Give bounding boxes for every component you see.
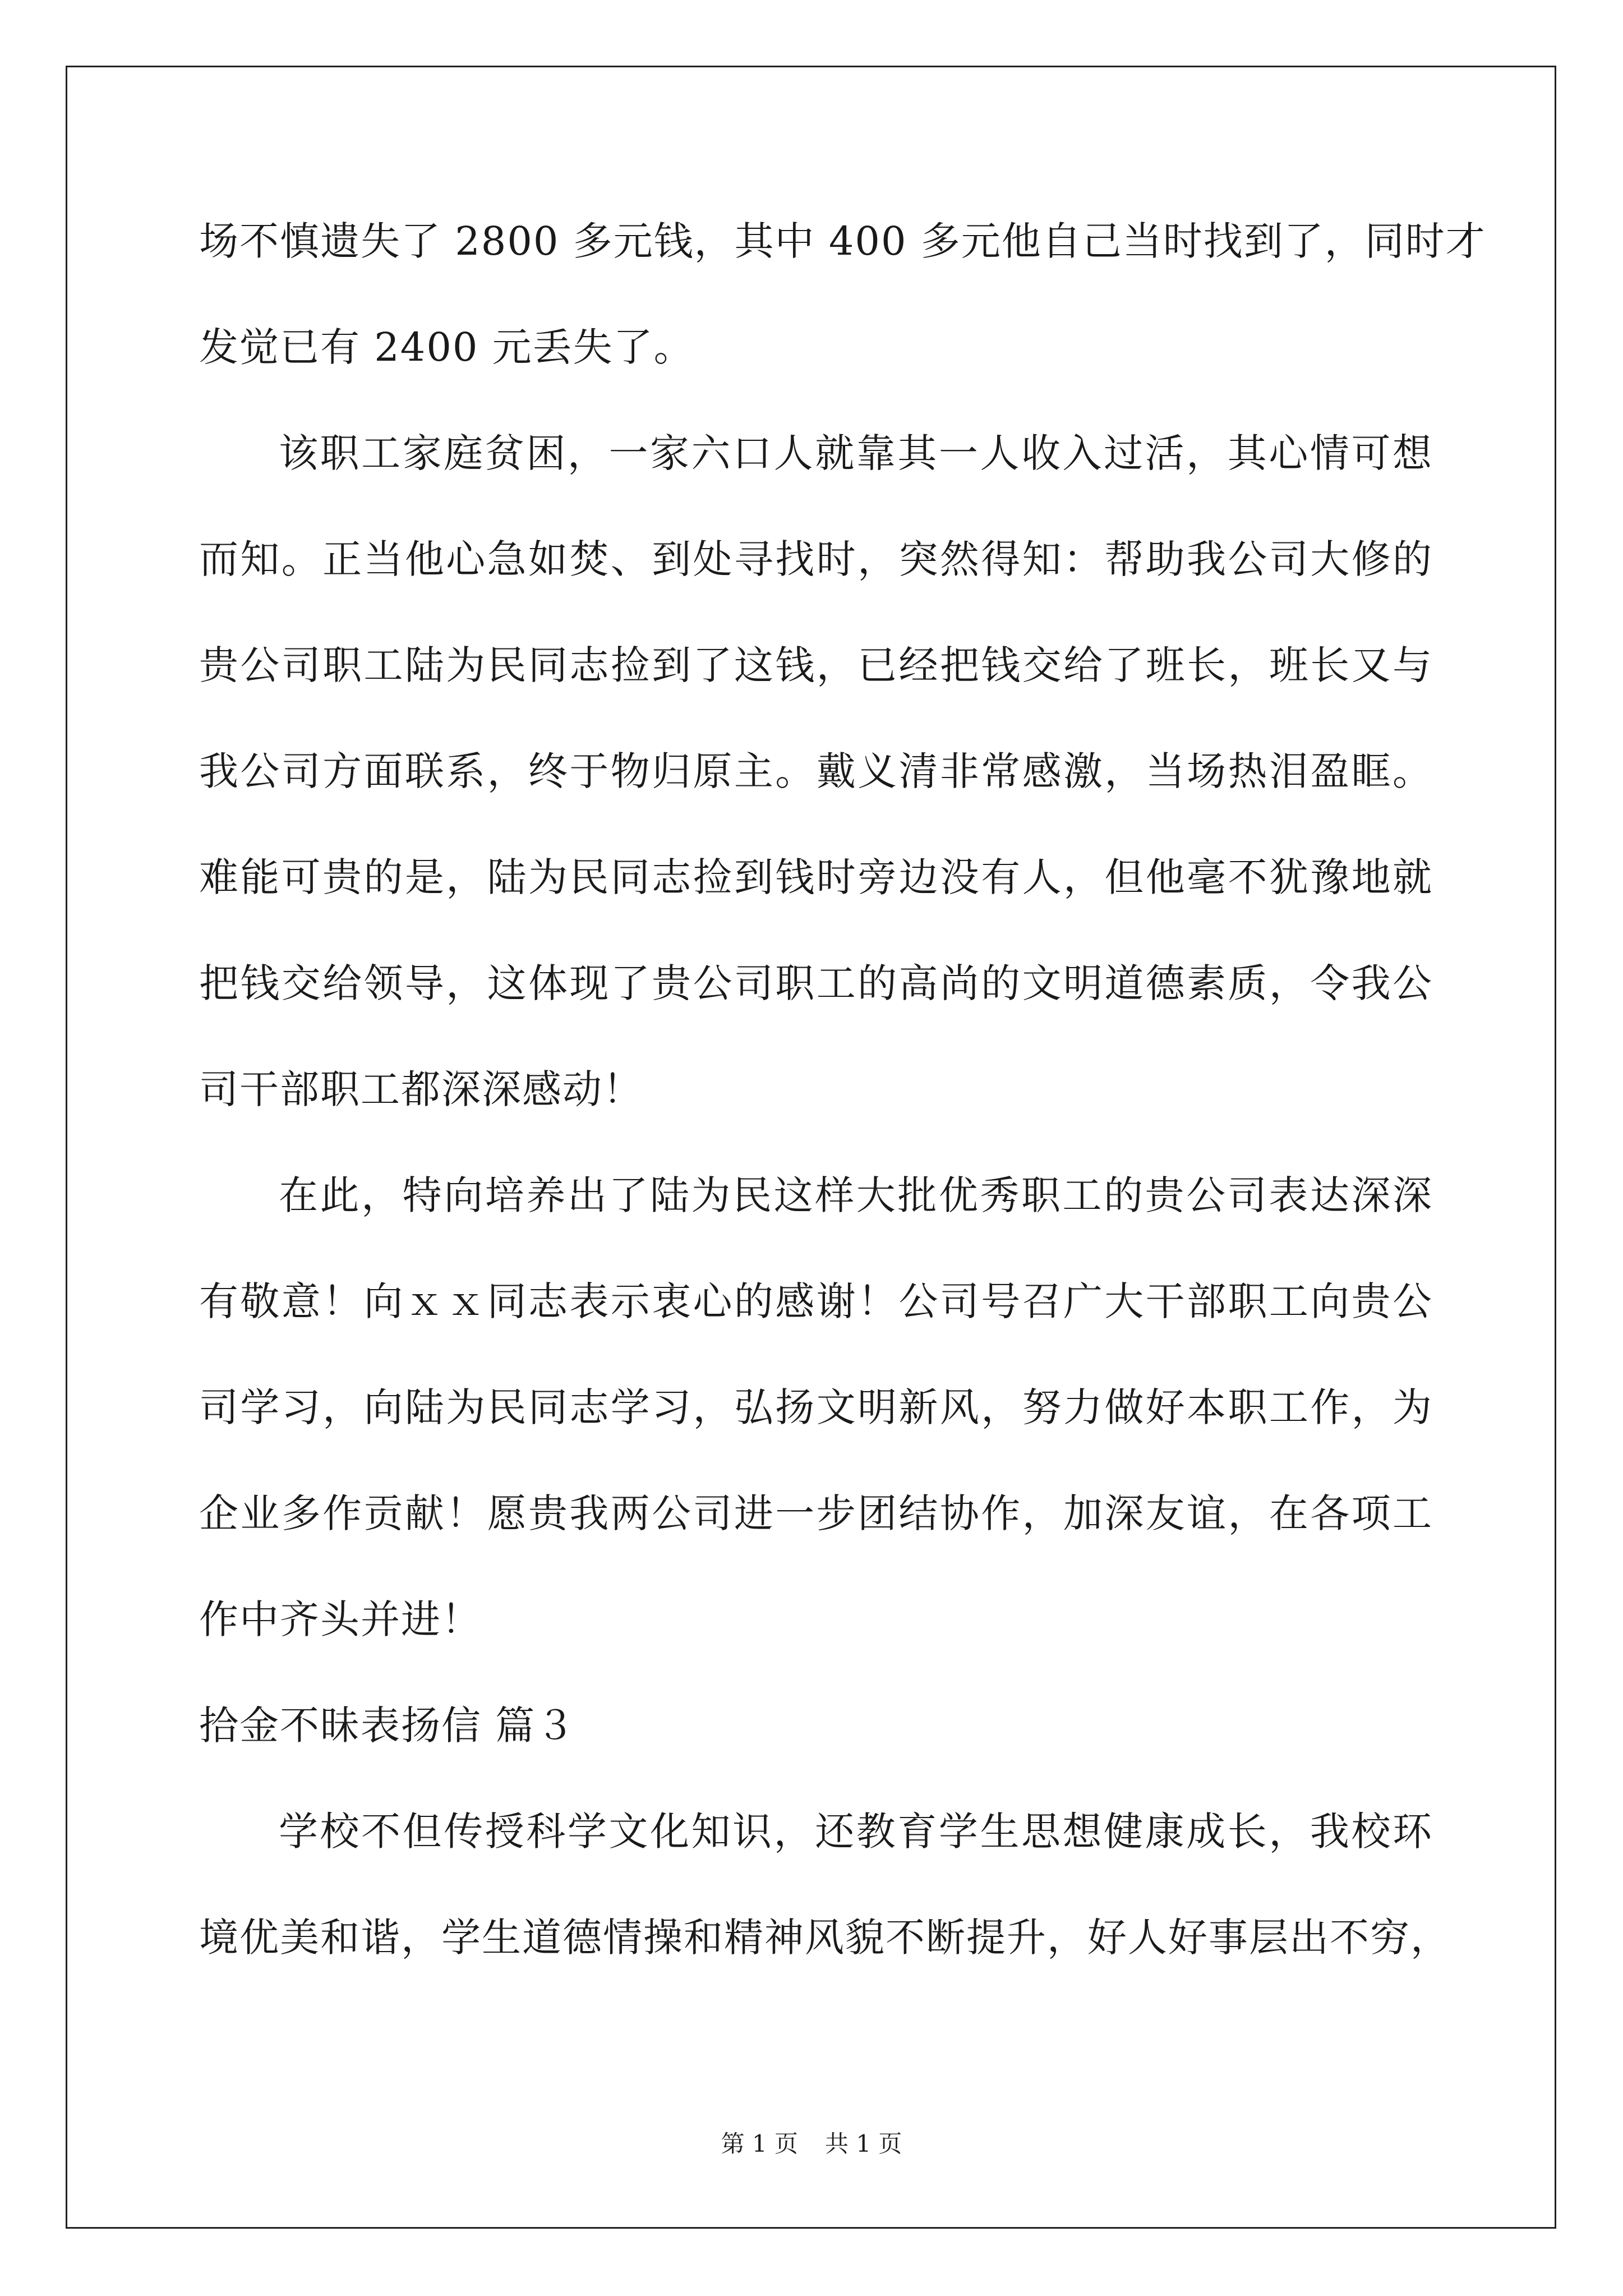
section-heading: 拾金不昧表扬信 篇３	[199, 1703, 577, 1749]
text-line: 贵公司职工陆为民同志捡到了这钱，已经把钱交给了班长，班长又与	[199, 642, 1433, 688]
page-number-current: 第 1 页	[721, 2130, 798, 2157]
paragraph-start: 学校不但传授科学文化知识，还教育学生思想健康成长，我校环	[279, 1809, 1433, 1855]
text-line: 把钱交给领导，这体现了贵公司职工的高尚的文明道德素质，令我公	[199, 960, 1433, 1006]
page-number-total: 共 1 页	[825, 2130, 902, 2157]
text-line: 我公司方面联系，终于物归原主。戴义清非常感激，当场热泪盈眶。	[199, 748, 1433, 794]
text-line: 而知。正当他心急如焚、到处寻找时，突然得知：帮助我公司大修的	[199, 536, 1433, 582]
text-line: 难能可贵的是，陆为民同志捡到钱时旁边没有人，但他毫不犹豫地就	[199, 854, 1433, 900]
paragraph-start: 在此，特向培养出了陆为民这样大批优秀职工的贵公司表达深深	[279, 1172, 1433, 1218]
text-line: 发觉已有 2400 元丢失了。	[199, 324, 694, 370]
text-line: 司干部职工都深深感动！	[199, 1066, 643, 1112]
text-line: 场不慎遗失了 2800 多元钱，其中 400 多元他自己当时找到了，同时才	[199, 218, 1486, 264]
text-line: 作中齐头并进！	[199, 1596, 482, 1642]
text-line: 司学习，向陆为民同志学习，弘扬文明新风，努力做好本职工作，为	[199, 1384, 1433, 1430]
text-line: 有敬意！向ｘｘ同志表示衷心的感谢！公司号召广大干部职工向贵公	[199, 1278, 1433, 1324]
text-line: 企业多作贡献！愿贵我两公司进一步团结协作，加深友谊，在各项工	[199, 1490, 1433, 1536]
page-footer	[0, 2127, 1623, 2161]
text-line: 境优美和谐，学生道德情操和精神风貌不断提升，好人好事层出不穷，	[199, 1915, 1451, 1961]
paragraph-start: 该职工家庭贫困，一家六口人就靠其一人收入过活，其心情可想	[279, 430, 1433, 476]
document-body	[199, 213, 1486, 2016]
